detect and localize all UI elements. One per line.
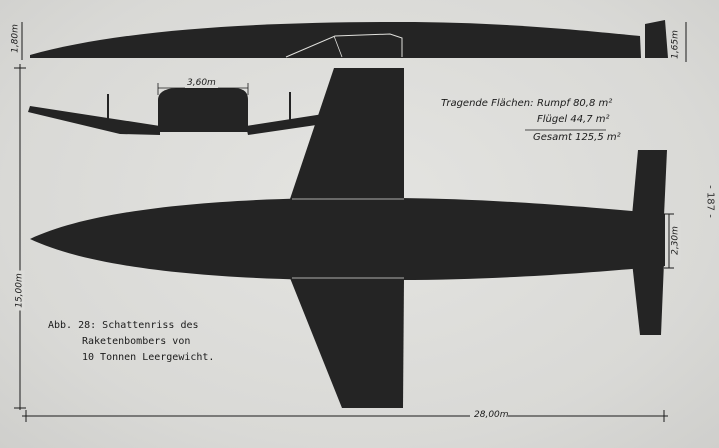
front-width-label: 3,60m (187, 78, 216, 88)
wing-area: Flügel 44,7 m² (537, 114, 610, 125)
caption-line-3: 10 Tonnen Leergewicht. (82, 352, 215, 363)
caption-line-1: Abb. 28: Schattenriss des (48, 320, 199, 331)
top-view-fuselage (30, 198, 665, 280)
fuselage-area: Rumpf 80,8 m² (537, 98, 613, 109)
front-view-body (158, 88, 248, 132)
page-number: - 187 - (704, 185, 716, 218)
body-width-label: 2,30m (672, 221, 681, 261)
length-label: 28,00m (474, 410, 509, 420)
side-view-tail-fin (645, 20, 668, 58)
top-view-lower-wing (290, 278, 404, 408)
top-view-upper-wing (290, 68, 404, 199)
total-area: Gesamt 125,5 m² (533, 132, 621, 143)
side-height-label: 1,80m (10, 24, 21, 53)
span-label: 15,00m (16, 271, 25, 311)
tail-height-label: 1,65m (670, 30, 681, 59)
top-view-lower-tail (632, 262, 664, 335)
areas-title: Tragende Flächen: (441, 98, 534, 109)
top-view-upper-tail (632, 150, 667, 216)
front-view-left-wing (28, 106, 160, 135)
figure-caption (48, 318, 214, 366)
caption-line-2: Raketenbombers von (82, 336, 191, 347)
